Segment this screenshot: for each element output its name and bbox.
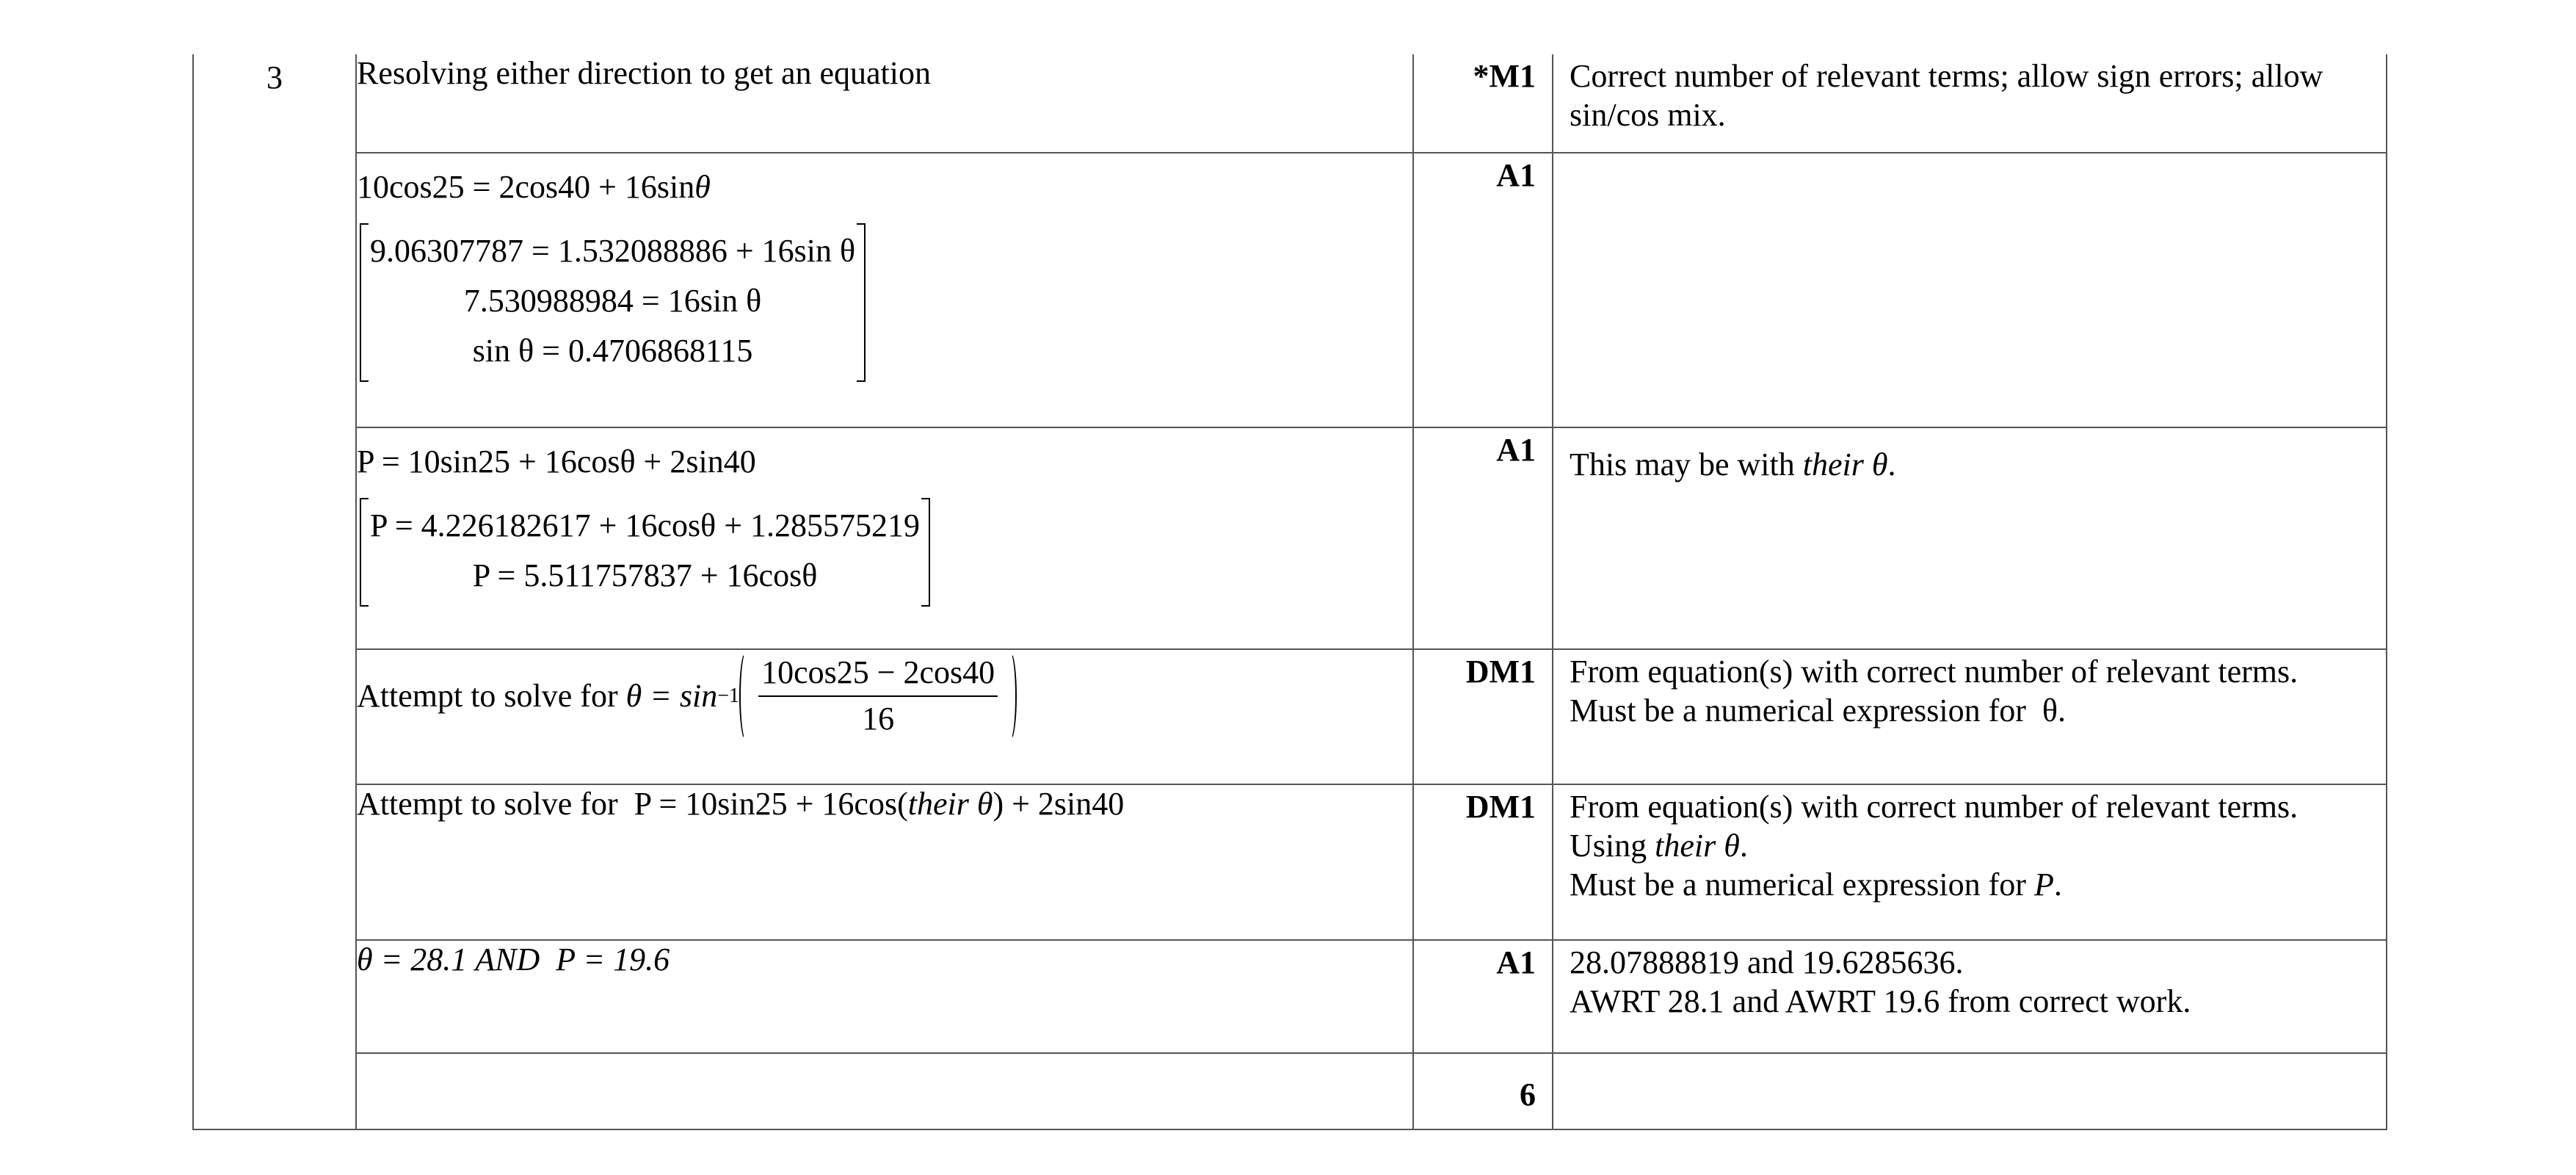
mark-scheme-table <box>192 54 2387 1130</box>
mark-cell <box>1413 54 1553 153</box>
answer-cell <box>356 427 1413 649</box>
answer-cell <box>356 153 1413 427</box>
guidance-cell <box>1553 940 2387 1053</box>
working-line: 9.06307787 = 1.532088886 + 16sin θ <box>370 232 856 269</box>
working-line: 7.530988984 = 16sin θ <box>463 282 762 319</box>
mark-cell <box>1413 649 1553 784</box>
working-bracket <box>360 223 866 383</box>
guidance-cell <box>1553 1053 2387 1129</box>
answer-cell <box>356 784 1413 940</box>
answer-cell <box>356 649 1413 784</box>
question-number: 3 <box>266 59 283 95</box>
guidance-cell <box>1553 54 2387 153</box>
working-line: P = 5.511757837 + 16cosθ <box>472 557 818 593</box>
working-line: sin θ = 0.4706868115 <box>472 333 753 369</box>
guidance-cell <box>1553 649 2387 784</box>
mark-value: A1 <box>1496 157 1536 193</box>
guidance-cell <box>1553 784 2387 940</box>
guidance-line: Using their θ. <box>1570 827 1748 864</box>
mark-cell <box>1413 940 1553 1053</box>
table-row <box>193 649 2387 784</box>
working-bracket <box>360 498 930 607</box>
guidance-line: Correct number of relevant terms; allow sign errors; allow <box>1570 58 2323 94</box>
answer-cell <box>356 54 1413 153</box>
equation: Attempt to solve for θ = sin −1 $\frac{10\cos 25 - 2\cos 40}{16}$ <box>357 650 1412 742</box>
guidance-cell <box>1553 153 2387 427</box>
working-line: P = 4.226182617 + 16cosθ + 1.285575219 <box>370 507 921 543</box>
mark-value: *M1 <box>1473 58 1536 94</box>
fraction-group <box>739 651 1017 741</box>
fraction <box>758 654 998 739</box>
mark-cell <box>1413 427 1553 649</box>
answer-text: Resolving either direction to get an equation <box>357 55 932 91</box>
total-mark-value: 6 <box>1520 1077 1536 1113</box>
question-number-cell <box>193 54 356 1129</box>
table-row <box>193 427 2387 649</box>
guidance-line: From equation(s) with correct number of relevant terms. <box>1570 654 2299 690</box>
mark-value: A1 <box>1496 944 1536 980</box>
guidance-line: Must be a numerical expression for θ. <box>1570 692 2067 728</box>
total-mark-cell <box>1413 1053 1553 1129</box>
mark-cell <box>1413 784 1553 940</box>
table-row-total <box>193 1053 2387 1129</box>
table-row <box>193 54 2387 153</box>
answer-cell <box>356 1053 1413 1129</box>
equation: 10cos25 = 2cos40 + 16sinθ <box>357 169 711 205</box>
guidance-cell <box>1553 427 2387 649</box>
equation: P = 10sin25 + 16cosθ + 2sin40 <box>357 444 756 480</box>
mark-value: A1 <box>1496 432 1536 468</box>
answer-text: θ = 28.1 AND P = 19.6 <box>357 941 670 977</box>
right-paren <box>1004 651 1017 741</box>
guidance-line: This may be with their θ. <box>1570 446 1896 482</box>
guidance-line: From equation(s) with correct number of relevant terms. <box>1570 789 2299 825</box>
mark-value: DM1 <box>1465 789 1536 825</box>
mark-cell <box>1413 153 1553 427</box>
table-row <box>193 153 2387 427</box>
numerator: 10cos25 − 2cos40 <box>758 654 998 697</box>
equation: Attempt to solve for P = 10sin25 + 16cos(their θ) + 2sin40 <box>357 786 1125 822</box>
answer-cell <box>356 940 1413 1053</box>
guidance-line: 28.07888819 and 19.6285636. <box>1570 944 1964 980</box>
guidance-line: sin/cos mix. <box>1570 96 1726 133</box>
table-row <box>193 940 2387 1053</box>
table-row <box>193 784 2387 940</box>
guidance-line: AWRT 28.1 and AWRT 19.6 from correct work. <box>1570 983 2191 1019</box>
denominator: 16 <box>862 701 895 737</box>
left-paren <box>739 651 752 741</box>
mark-value: DM1 <box>1465 654 1536 690</box>
guidance-line: Must be a numerical expression for P. <box>1570 866 2062 903</box>
